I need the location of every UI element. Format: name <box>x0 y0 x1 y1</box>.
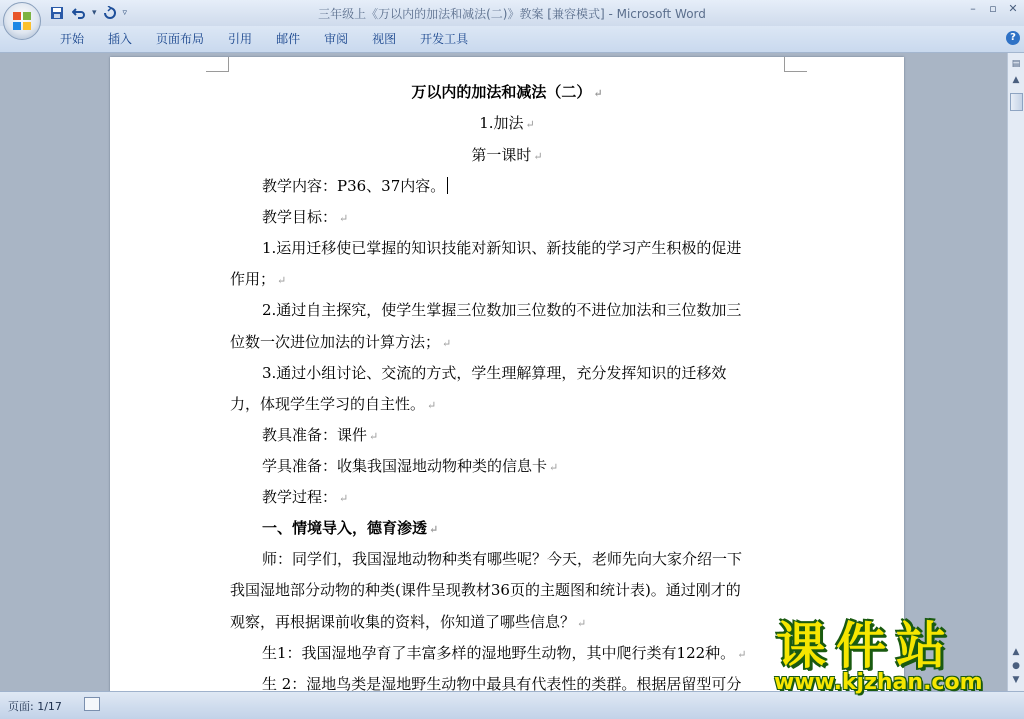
vertical-scrollbar[interactable] <box>1007 53 1024 691</box>
doc-paragraph: 2.通过自主探究，使学生掌握三位数加三位数的不进位加法和三位数加三 <box>262 301 742 319</box>
window-title: 三年级上《万以内的加法和减法(二)》教案 [兼容模式] - Microsoft Word <box>318 7 706 21</box>
doc-paragraph: 位数一次进位加法的计算方法； ↵ <box>230 333 452 351</box>
title-bar <box>0 0 1024 26</box>
scroll-up-icon[interactable]: ▲ <box>1012 75 1020 85</box>
document-area <box>0 53 1007 691</box>
close-icon[interactable]: ✕ <box>1008 2 1018 15</box>
proofing-icon[interactable] <box>84 697 100 711</box>
tab-insert[interactable]: 插入 <box>108 32 133 46</box>
doc-paragraph: 师：同学们，我国湿地动物种类有哪些呢？今天，老师先向大家介绍一下 <box>262 550 743 568</box>
tab-view[interactable]: 视图 <box>372 32 397 46</box>
doc-paragraph: 3.通过小组讨论、交流的方式，学生理解算理，充分发挥知识的迁移效 <box>262 364 727 382</box>
window-controls <box>966 2 1020 16</box>
margin-corner-right <box>784 57 807 72</box>
text-cursor <box>447 177 448 194</box>
doc-heading: 一、情境导入，德育渗透 ↵ <box>262 519 439 537</box>
doc-paragraph: 教学过程： ↵ <box>262 488 349 506</box>
restore-icon[interactable]: ▫ <box>989 2 997 15</box>
scrollbar-thumb[interactable] <box>1010 93 1023 111</box>
doc-paragraph: 生 2：湿地鸟类是湿地野生动物中最具有代表性的类群。根据居留型可分 <box>262 675 742 691</box>
tab-page-layout[interactable]: 页面布局 <box>156 32 205 46</box>
doc-paragraph: 观察，再根据课前收集的资料，你知道了哪些信息？ ↵ <box>230 613 587 631</box>
customize-icon[interactable]: ▿ <box>122 8 128 18</box>
watermark-title: 课件站 <box>776 617 956 675</box>
margin-corner-left <box>206 57 229 72</box>
tab-developer[interactable]: 开发工具 <box>420 32 469 46</box>
doc-paragraph: 我国湿地部分动物的种类(课件呈现教材36页的主题图和统计表)。通过刚才的 <box>230 581 741 599</box>
page-count-status[interactable]: 页面: 1/17 <box>8 700 62 713</box>
ribbon <box>0 26 1024 53</box>
document-page[interactable] <box>110 57 904 691</box>
doc-subtitle: 1.加法 ↵ <box>479 114 535 132</box>
doc-paragraph: 学具准备：收集我国湿地动物种类的信息卡 ↵ <box>262 457 559 475</box>
doc-paragraph: 力，体现学生学习的自主性。 ↵ <box>230 395 437 413</box>
doc-paragraph: 教具准备：课件 ↵ <box>262 426 379 444</box>
tab-home[interactable]: 开始 <box>60 32 85 46</box>
chevron-down-icon[interactable]: ▾ <box>92 8 97 18</box>
office-button[interactable] <box>3 2 41 40</box>
doc-title: 万以内的加法和减法（二） ↵ <box>411 83 603 101</box>
doc-lesson: 第一课时 ↵ <box>471 146 543 164</box>
watermark-logo <box>772 618 1012 694</box>
doc-paragraph: 1.运用迁移使已掌握的知识技能对新知识、新技能的学习产生积极的促进 <box>262 239 742 257</box>
status-bar <box>0 691 1024 719</box>
previous-page-icon[interactable]: ▲ <box>1012 647 1020 657</box>
doc-paragraph: 教学内容：P36、37内容。 <box>262 175 448 196</box>
watermark-url: www.kjzhan.com <box>774 670 983 695</box>
next-page-icon[interactable]: ▼ <box>1012 675 1020 685</box>
help-icon[interactable]: ? <box>1006 31 1020 45</box>
tab-mailings[interactable]: 邮件 <box>276 32 301 46</box>
doc-paragraph: 作用； ↵ <box>230 270 287 288</box>
ribbon-tabs <box>48 30 480 48</box>
tab-references[interactable]: 引用 <box>228 32 253 46</box>
office-logo-icon <box>13 12 31 30</box>
tab-review[interactable]: 审阅 <box>324 32 349 46</box>
doc-paragraph: 生1：我国湿地孕育了丰富多样的湿地野生动物，其中爬行类有122种。 ↵ <box>262 644 747 662</box>
doc-paragraph: 教学目标： ↵ <box>262 208 349 226</box>
ruler-toggle-icon[interactable]: ▤ <box>1011 59 1021 69</box>
minimize-icon[interactable]: – <box>970 2 976 15</box>
browse-object-icon[interactable]: ● <box>1012 661 1020 671</box>
